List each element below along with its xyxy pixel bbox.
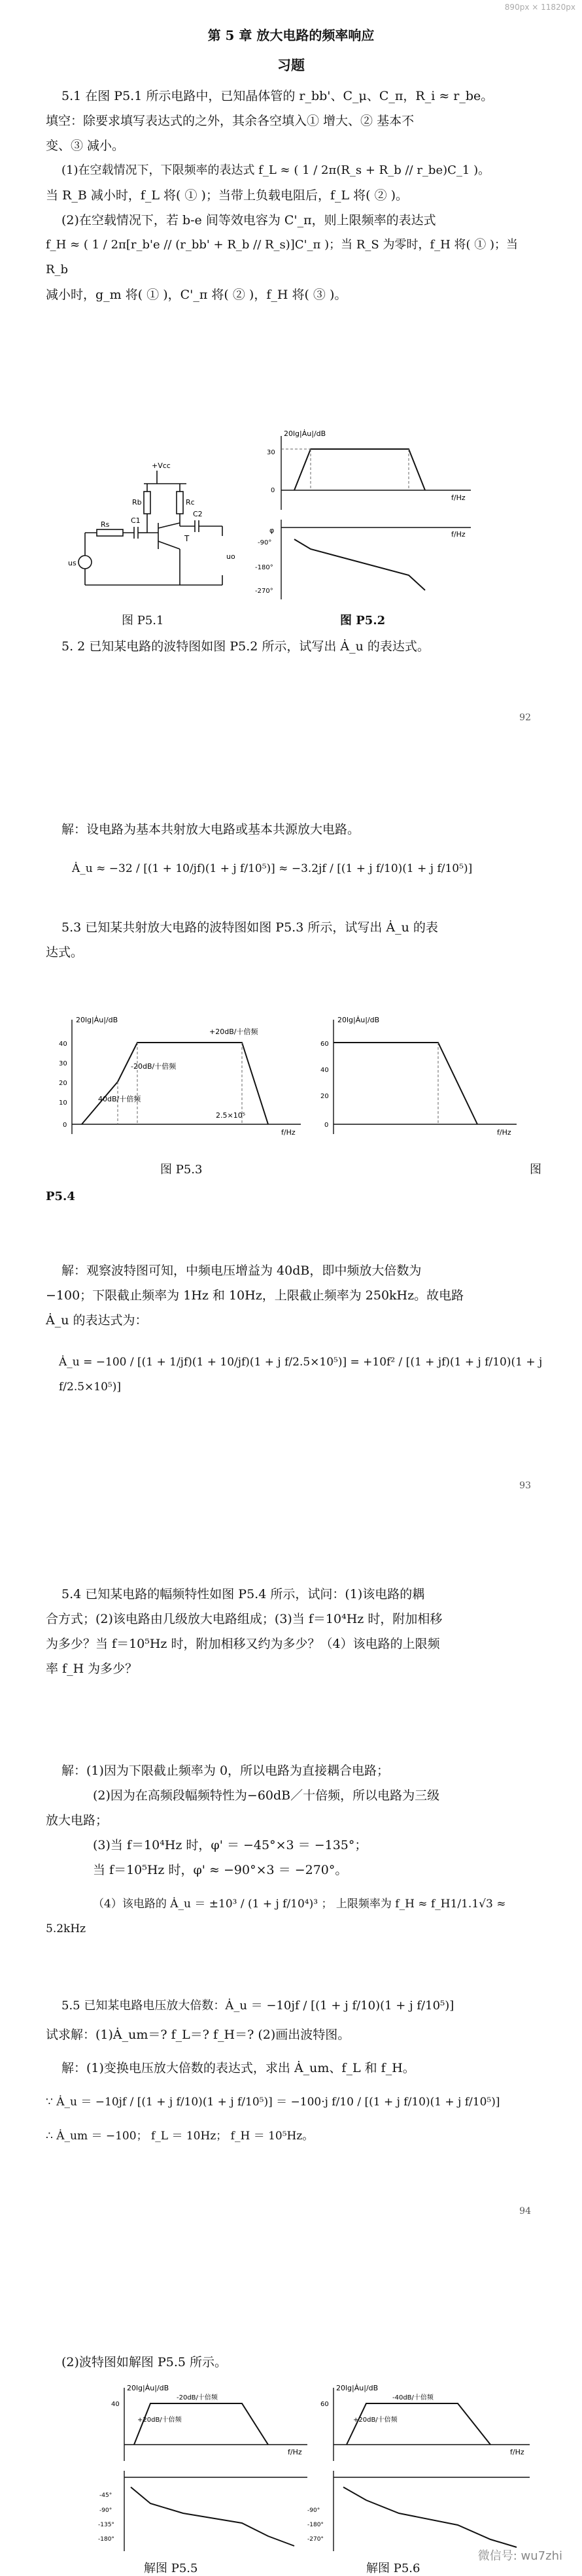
tick-label: -90°	[307, 2507, 320, 2514]
x-axis-label: f/Hz	[497, 1128, 511, 1137]
question-5-3	[46, 915, 543, 965]
tick-label: -270°	[255, 588, 273, 595]
text-line: (2)因为在高频段幅频特性为−60dB／十倍频，所以电路为三级	[93, 1788, 440, 1803]
tick-label: 40	[111, 2401, 120, 2408]
text-line: (2)在空载情况下，若 b-e 间等效电容为 C'_π，则上限频率的表达式	[61, 213, 436, 227]
tick-label: 10	[59, 1099, 67, 1107]
text-line: 变、③ 减小。	[46, 139, 125, 153]
text-line: 试求解：(1)Ȧ_um＝? f_L＝? f_H＝? (2)画出波特图。	[46, 2028, 351, 2042]
page-number: 94	[519, 2206, 531, 2216]
text-line: f_H ≈ ( 1 / 2π[r_b'e // (r_bb' + R_b // R_s)]C'_π )；当 R_S 为零时，f_H 将( ① )；当 R_b	[46, 238, 519, 276]
text-line: 当 R_B 减小时，f_L 将( ① )；当带上负载电阻后，f_L 将( ② )。	[46, 188, 409, 203]
slope-annotation: +20dB/十倍频	[137, 2417, 182, 2424]
bode-plot-solution-p5-6	[307, 2383, 536, 2556]
answer-5-5	[46, 2056, 543, 2149]
tick-label: -45°	[99, 2492, 112, 2499]
formula: Ȧ_u ≈ −32 / [(1 + 10/jf)(1 + j f/10⁵)] ≈ −3.2jf / [(1 + j f/10)(1 + j f/10⁵)]	[72, 862, 473, 875]
slope-annotation: -20dB/十倍频	[131, 1062, 177, 1071]
formula: Ȧ_u = −100 / [(1 + 1/jf)(1 + 10/jf)(1 + j f/2.5×10⁵)] = +10f² / [(1 + jf)(1 + j f/10)(1 + j f/2.5×10⁵)]	[59, 1356, 543, 1394]
figure-caption-solution-p5-5: 解图 P5.5	[144, 2562, 198, 2575]
circuit-diagram-p5-1	[46, 458, 242, 601]
tick-label: 0	[271, 487, 275, 494]
rs-label: Rs	[101, 520, 110, 529]
tick-label: 20	[320, 1093, 329, 1100]
answer-5-5-part-2	[46, 2350, 543, 2375]
text-line: 当 f＝10⁵Hz 时，φ' ≈ −90°×3 ＝ −270°。	[93, 1863, 348, 1877]
text-line: −100；下限截止频率为 1Hz 和 10Hz，上限截止频率为 250kHz。故电路	[46, 1288, 464, 1303]
text-line: 减小时，g_m 将( ① )，C'_π 将( ② )，f_H 将( ③ )。	[46, 288, 347, 302]
tick-label: 0	[63, 1122, 67, 1129]
phase-axis-label: φ	[269, 526, 275, 535]
formula: ∴ Ȧ_um ＝ −100； f_L ＝ 10Hz； f_H ＝ 10⁵Hz。	[46, 2130, 314, 2143]
y-axis-label: 20lg|Ȧu|/dB	[337, 1016, 380, 1024]
slope-annotation: -20dB/十倍频	[177, 2394, 218, 2401]
text-line: 解：(1)变换电压放大倍数的表达式，求出 Ȧ_um、f_L 和 f_H。	[61, 2061, 415, 2075]
text-line: 填空：除要求填写表达式的之外，其余各空填入① 增大、② 基本不	[46, 114, 415, 128]
figure-caption-p5-3: 图 P5.3	[160, 1163, 203, 1177]
tick-label: -90°	[99, 2507, 112, 2514]
transistor-label: T	[184, 534, 190, 543]
page-number: 92	[519, 712, 531, 723]
answer-5-4	[46, 1758, 543, 1941]
question-5-1	[46, 84, 543, 307]
text-line: 达式。	[46, 945, 84, 960]
us-label: us	[68, 559, 77, 567]
tick-label: 20	[59, 1080, 67, 1087]
c1-label: C1	[131, 516, 141, 525]
figure-caption-p5-1: 图 P5.1	[122, 614, 164, 627]
tick-label: -90°	[258, 539, 272, 546]
tick-label: -180°	[255, 564, 273, 571]
tick-label: 40	[59, 1041, 67, 1048]
page-size-label: 890px × 11820px	[504, 3, 575, 12]
freq-annotation: 2.5×10⁵	[216, 1111, 246, 1120]
x-axis-label: f/Hz	[451, 493, 466, 502]
question-5-2	[46, 634, 543, 659]
tick-label: -180°	[98, 2536, 114, 2543]
tick-label: 0	[324, 1122, 329, 1129]
text-line: (2)波特图如解图 P5.5 所示。	[61, 2355, 227, 2369]
formula: （4）该电路的 Ȧ_u ＝ ±10³ / (1 + j f/10⁴)³ ； 上限频率为 f_H ≈ f_H1/1.1√3 ≈ 5.2kHz	[46, 1898, 506, 1935]
text-line: 解：设电路为基本共射放大电路或基本共源放大电路。	[61, 822, 360, 837]
question-5-5	[46, 1994, 543, 2047]
figure-caption-right: 图	[530, 1163, 541, 1177]
answer-5-3	[46, 1258, 543, 1399]
figure-caption-solution-p5-6: 解图 P5.6	[366, 2562, 420, 2575]
text-line: 放大电路；	[46, 1813, 109, 1828]
text-line: 5.5 已知某电路电压放大倍数：Ȧ_u ＝ −10jf / [(1 + j f/10)(1 + j f/10⁵)]	[61, 1999, 454, 2013]
uo-label: uo	[226, 552, 235, 561]
text-line: 解：(1)因为下限截止频率为 0，所以电路为直接耦合电路；	[61, 1764, 390, 1778]
text-line: 解：观察波特图可知，中频电压增益为 40dB，即中频放大倍数为	[61, 1263, 422, 1278]
x-axis-label: f/Hz	[510, 2448, 524, 2456]
text-line: 合方式；(2)该电路由几级放大电路组成；(3)当 f＝10⁴Hz 时，附加相移	[46, 1612, 443, 1626]
text-line: 5. 2 已知某电路的波特图如图 P5.2 所示，试写出 Ȧ_u 的表达式。	[61, 639, 430, 654]
bode-plot-p5-2	[255, 428, 477, 605]
slope-annotation: 40dB/十倍频	[98, 1095, 141, 1103]
chapter-title: 第 5 章 放大电路的频率响应	[207, 27, 375, 43]
bode-plot-p5-4	[307, 1013, 523, 1150]
question-5-4	[46, 1582, 543, 1681]
text-line: 率 f_H 为多少？	[46, 1662, 138, 1676]
tick-label: -135°	[98, 2522, 114, 2528]
x-axis-label: f/Hz	[451, 530, 466, 539]
x-axis-label: f/Hz	[288, 2448, 302, 2456]
tick-label: 30	[267, 449, 275, 456]
figure-label-p5-4: P5.4	[46, 1190, 75, 1203]
tick-label: 40	[320, 1067, 329, 1074]
tick-label: 30	[59, 1060, 67, 1067]
rb-label: Rb	[132, 498, 142, 507]
text-line: (3)当 f＝10⁴Hz 时，φ' ＝ −45°×3 ＝ −135°；	[93, 1838, 368, 1852]
tick-label: 60	[320, 2401, 329, 2408]
rc-label: Rc	[186, 498, 195, 507]
text-line: 5.4 已知某电路的幅频特性如图 P5.4 所示，试问：(1)该电路的耦	[61, 1587, 425, 1601]
bode-plot-p5-3	[46, 1013, 307, 1150]
c2-label: C2	[193, 510, 203, 518]
y-axis-label: 20lg|Ȧu|/dB	[336, 2384, 379, 2392]
watermark: 微信号: wu7zhi	[477, 2549, 562, 2563]
text-line: 为多少？当 f＝10⁵Hz 时，附加相移又约为多少？（4）该电路的上限频	[46, 1637, 440, 1651]
text-line: 5.3 已知某共射放大电路的波特图如图 P5.3 所示，试写出 Ȧ_u 的表	[61, 920, 438, 935]
x-axis-label: f/Hz	[281, 1128, 296, 1137]
text-line: Ȧ_u 的表达式为：	[46, 1313, 148, 1328]
y-axis-label: 20lg|Ȧu|/dB	[127, 2384, 169, 2392]
tick-label: 60	[320, 1041, 329, 1048]
text-line: 5.1 在图 P5.1 所示电路中，已知晶体管的 r_bb'、C_μ、C_π，R_i ≈ r_be。	[61, 89, 494, 103]
vcc-label: +Vcc	[152, 461, 171, 470]
figure-caption-p5-2: 图 P5.2	[340, 614, 386, 627]
y-axis-label: 20lg|Ȧu|/dB	[76, 1016, 118, 1024]
section-title: 习题	[277, 57, 305, 73]
answer-5-2	[46, 817, 543, 881]
bode-plot-solution-p5-5	[98, 2383, 314, 2556]
page-number: 93	[519, 1480, 531, 1491]
tick-label: -270°	[307, 2536, 324, 2543]
slope-annotation: +20dB/十倍频	[209, 1028, 258, 1036]
slope-annotation: -40dB/十倍频	[392, 2394, 434, 2401]
slope-annotation: +20dB/十倍频	[353, 2417, 398, 2424]
tick-label: -180°	[307, 2522, 324, 2528]
text-line: (1)在空载情况下，下限频率的表达式 f_L ≈ ( 1 / 2π(R_s + R_b // r_be)C_1 )。	[61, 163, 490, 177]
y-axis-label: 20lg|Ȧu|/dB	[284, 429, 326, 438]
formula: ∵ Ȧ_u ＝ −10jf / [(1 + j f/10)(1 + j f/10⁵)] ＝ −100·j f/10 / [(1 + j f/10)(1 + j f/10⁵)]	[46, 2096, 500, 2109]
